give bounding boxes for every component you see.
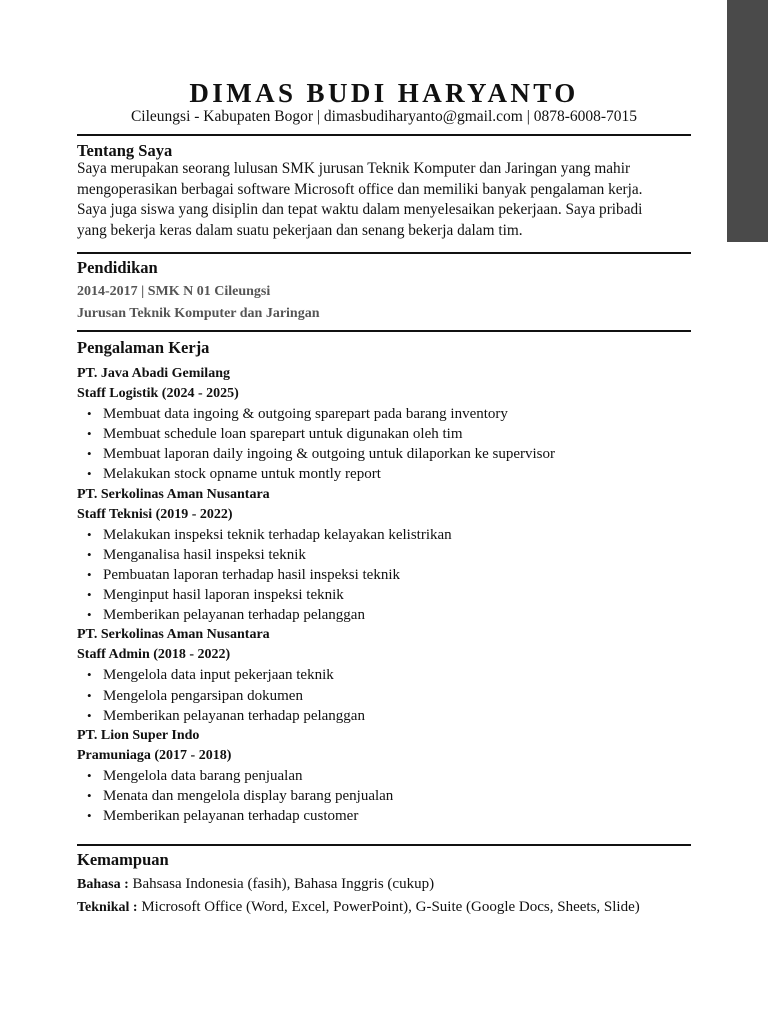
contact-info: Cileungsi - Kabupaten Bogor | dimasbudiharyanto@gmail.com | 0878-6008-7015 <box>130 108 638 125</box>
job-role: Staff Teknisi (2019 - 2022) <box>77 506 233 522</box>
education-major: Jurusan Teknik Komputer dan Jaringan <box>77 306 320 321</box>
company-name: PT. Serkolinas Aman Nusantara <box>77 486 270 502</box>
header-divider <box>77 134 691 136</box>
task-item: • Membuat schedule loan sparepart untuk digunakan oleh tim <box>77 424 691 444</box>
task-item: • Menata dan mengelola display barang penjualan <box>77 786 691 806</box>
skill-language-label: Bahasa : <box>77 877 129 892</box>
experience-divider <box>77 844 691 846</box>
skill-language <box>77 874 434 895</box>
about-line: mengoperasikan berbagai software Microsoft office dan memiliki banyak pengalaman kerja. <box>77 180 643 198</box>
about-divider <box>77 252 691 254</box>
scrollbar-thumb[interactable] <box>727 0 768 242</box>
task-item: • Memberikan pelayanan terhadap pelanggan <box>77 605 691 625</box>
task-item: • Mengelola data barang penjualan <box>77 766 691 786</box>
about-line: Saya juga siswa yang disiplin dan tepat waktu dalam menyelesaikan pekerjaan. Saya pribadi <box>77 201 643 218</box>
skill-technical-value: Microsoft Office (Word, Excel, PowerPoint), G-Suite (Google Docs, Sheets, Slide) <box>141 899 640 915</box>
education-school: 2014-2017 | SMK N 01 Cileungsi <box>77 284 271 299</box>
job-role: Staff Admin (2018 - 2022) <box>77 647 231 663</box>
task-item: • Melakukan inspeksi teknik terhadap kelayakan kelistrikan <box>77 525 691 545</box>
task-item: • Memberikan pelayanan terhadap customer <box>77 806 691 826</box>
task-item: • Pembuatan laporan terhadap hasil inspeksi teknik <box>77 565 691 585</box>
section-title-experience: Pengalaman Kerja <box>77 338 210 357</box>
job-role: Staff Logistik (2024 - 2025) <box>77 386 239 402</box>
task-item: • Mengelola data input pekerjaan teknik <box>77 665 691 685</box>
resume-name: DIMAS BUDI HARYANTO <box>189 78 579 108</box>
company-name: PT. Serkolinas Aman Nusantara <box>77 627 270 643</box>
skill-technical-label: Teknikal : <box>77 900 138 915</box>
about-paragraph <box>77 159 693 241</box>
task-item: • Membuat data ingoing & outgoing sparepart pada barang inventory <box>77 404 691 424</box>
task-item: • Memberikan pelayanan terhadap pelanggan <box>77 706 691 726</box>
skill-technical <box>77 897 640 918</box>
task-item: • Menginput hasil laporan inspeksi teknik <box>77 585 691 605</box>
section-title-education: Pendidikan <box>77 258 158 277</box>
about-line: Saya merupakan seorang lulusan SMK jurusan Teknik Komputer dan Jaringan yang mahir <box>77 160 631 177</box>
section-title-skills: Kemampuan <box>77 850 169 869</box>
company-name: PT. Java Abadi Gemilang <box>77 366 230 381</box>
company-name: PT. Lion Super Indo <box>77 727 200 743</box>
education-divider <box>77 330 691 332</box>
task-item: • Mengelola pengarsipan dokumen <box>77 686 691 706</box>
task-item: • Menganalisa hasil inspeksi teknik <box>77 545 691 565</box>
task-item: • Membuat laporan daily ingoing & outgoing untuk dilaporkan ke supervisor <box>77 444 691 464</box>
skill-language-value: Bahsasa Indonesia (fasih), Bahasa Inggris (cukup) <box>132 876 435 892</box>
about-line: yang bekerja keras dalam suatu pekerjaan dan senang bekerja dalam tim. <box>77 221 523 239</box>
experience-list <box>77 364 691 826</box>
job-role: Pramuniaga (2017 - 2018) <box>77 747 232 763</box>
task-item: • Melakukan stock opname untuk montly report <box>77 464 691 484</box>
section-title-about: Tentang Saya <box>77 141 173 160</box>
